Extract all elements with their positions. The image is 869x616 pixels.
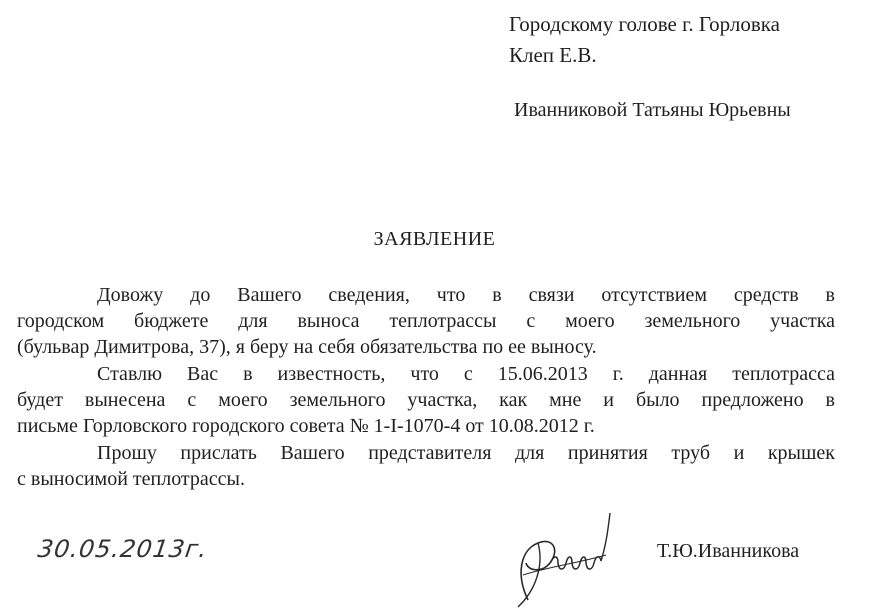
paragraph-1-line-1: Довожу до Вашего сведения, что в связи отсутствием средств в xyxy=(97,284,835,306)
document-title: ЗАЯВЛЕНИЕ xyxy=(373,228,496,250)
paragraph-3-line-1: Прошу прислать Вашего представителя для принятия труб и крышек xyxy=(97,442,835,464)
paragraph-2-line-2: будет вынесена с моего земельного участка, как мне и было предложено в xyxy=(17,389,835,411)
signer-name: Т.Ю.Иванникова xyxy=(657,540,800,562)
paragraph-1-line-3: (бульвар Димитрова, 37), я беру на себя обязательства по ее выносу. xyxy=(17,336,597,358)
addressee-line-1: Городскому голове г. Горловка xyxy=(509,12,780,36)
signature-icon xyxy=(498,505,613,610)
paragraph-2-line-3: письме Горловского городского совета № 1-I-1070-4 от 10.08.2012 г. xyxy=(17,415,595,437)
sender-name: Иванниковой Татьяны Юрьевны xyxy=(514,99,791,121)
paragraph-3-line-2: с выносимой теплотрассы. xyxy=(17,468,245,490)
paragraph-2-line-1: Ставлю Вас в известность, что с 15.06.2013 г. данная теплотрасса xyxy=(97,363,835,385)
handwritten-date: 30.05.2013г. xyxy=(36,535,210,563)
paragraph-1-line-2: городском бюджете для выноса теплотрассы с моего земельного участка xyxy=(17,310,835,332)
addressee-line-2: Клеп Е.В. xyxy=(509,43,597,67)
